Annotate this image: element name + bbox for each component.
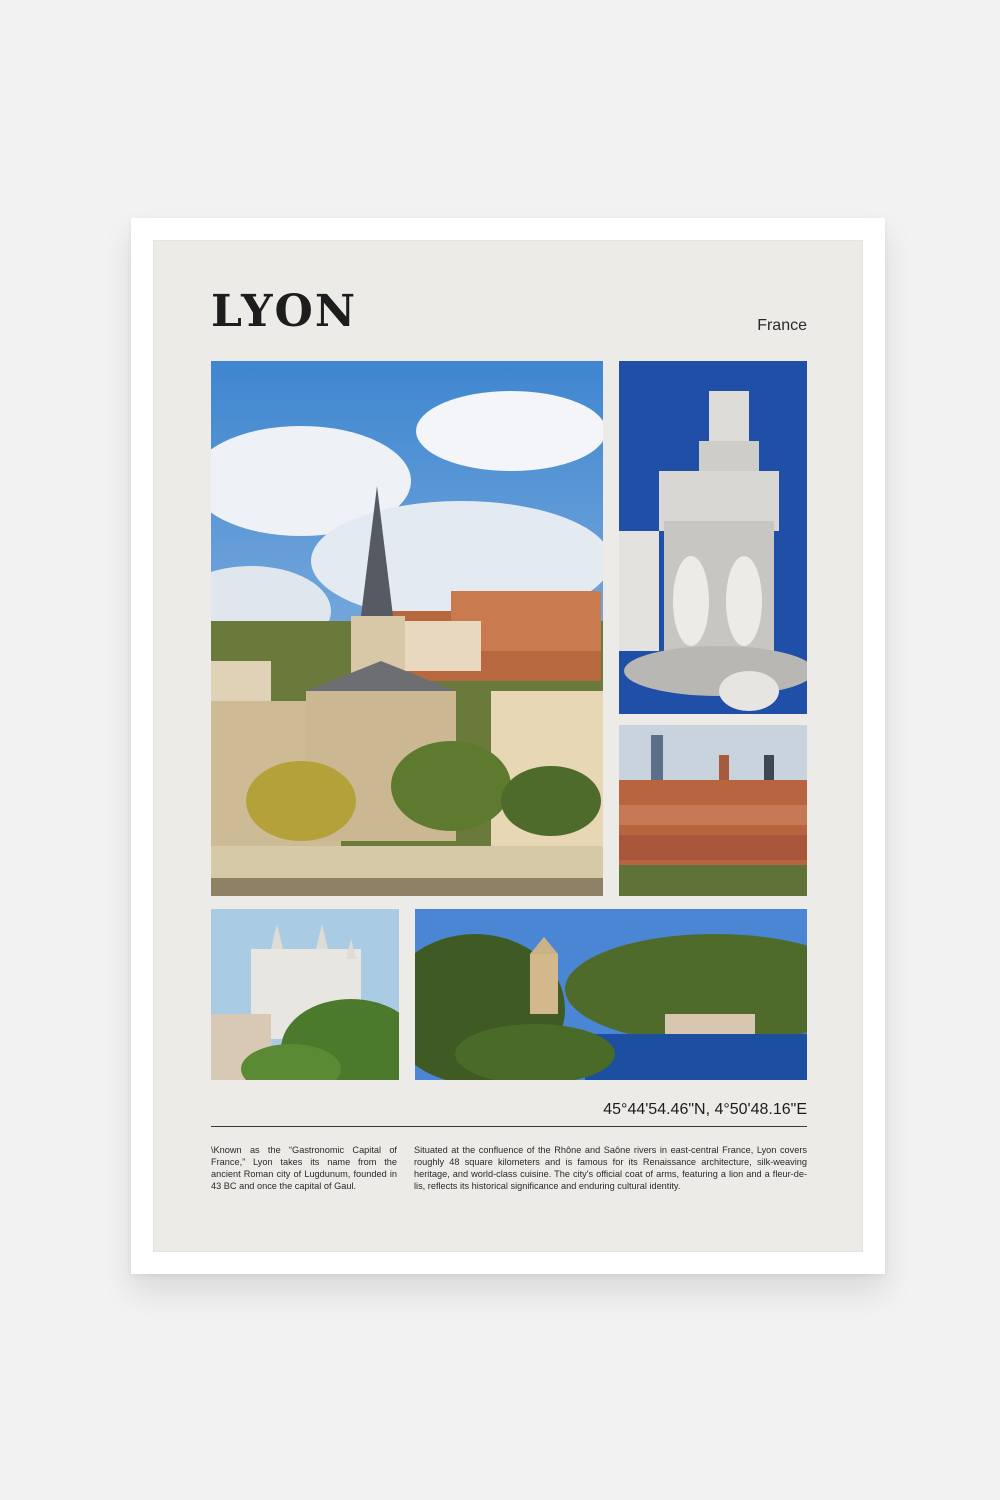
description-right: Situated at the confluence of the Rhône and Saône rivers in east-central France, Lyon covers roughly 48 square kilometers and is famous for its Renaissance architecture, silk-weaving heritage, and world-class cuisine. The city's official coat of arms, featuring a lion and a fleur-de-lis, reflects its historical significance and enduring cultural identity.: [414, 1145, 807, 1191]
photo-church-riverside: [211, 361, 603, 896]
country-label: France: [757, 317, 807, 334]
photo-basilica: [211, 909, 399, 1080]
photo-river-tower: [415, 909, 807, 1080]
coordinates-label: 45°44'54.46"N, 4°50'48.16"E: [603, 1101, 807, 1118]
photo-fountain-statue: [619, 361, 807, 714]
divider-line: [211, 1126, 807, 1127]
city-title: LYON: [211, 286, 358, 337]
description-left: \Known as the “Gastronomic Capital of France,” Lyon takes its name from the ancient Roman city of Lugdunum, founded in 43 BC and once the capital of Gaul.: [211, 1145, 397, 1191]
photo-city-skyline: [619, 725, 807, 896]
